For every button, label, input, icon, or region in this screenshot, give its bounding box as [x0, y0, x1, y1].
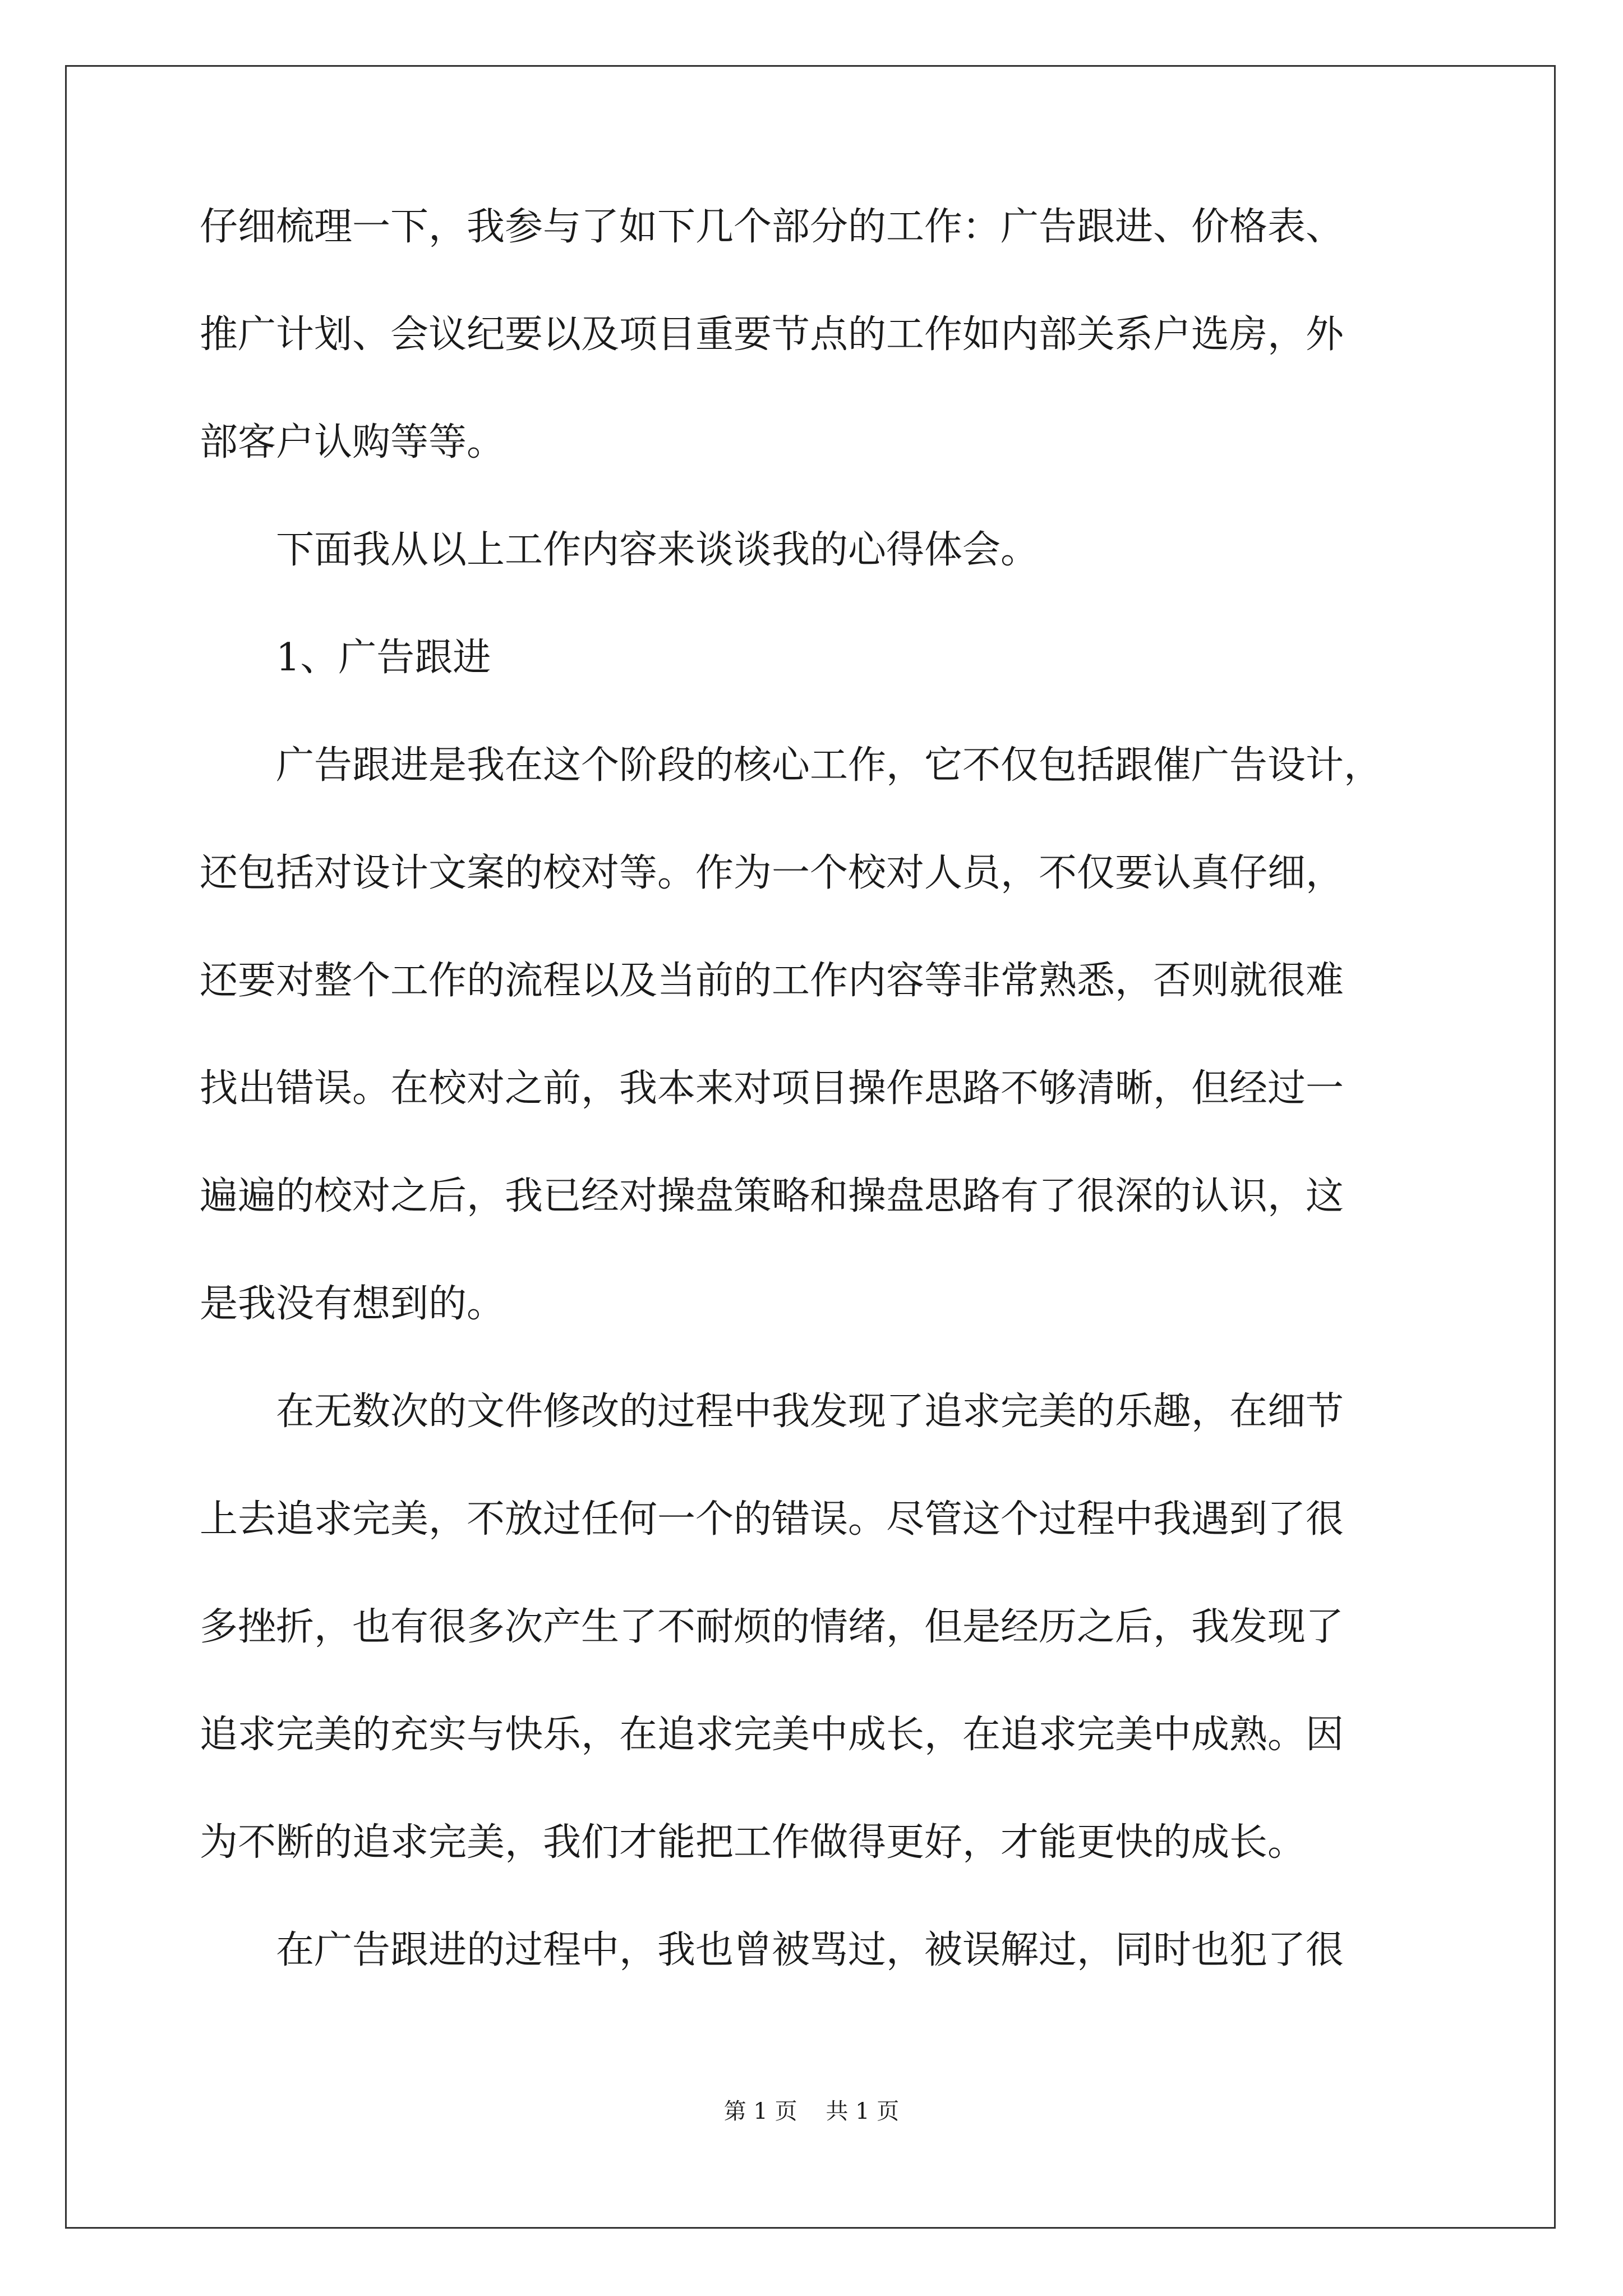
- text-line: 是我没有想到的。: [200, 1282, 505, 1326]
- paragraph-first-line: 在无数次的文件修改的过程中我发现了追求完美的乐趣，在细节: [276, 1389, 1344, 1434]
- text-line: 推广计划、会议纪要以及项目重要节点的工作如内部关系户选房，外: [200, 312, 1344, 357]
- text-line: 为不断的追求完美，我们才能把工作做得更好，才能更快的成长。: [200, 1820, 1306, 1865]
- paragraph-first-line: 在广告跟进的过程中，我也曾被骂过，被误解过，同时也犯了很: [276, 1928, 1344, 1972]
- text-line: 遍遍的校对之后，我已经对操盘策略和操盘思路有了很深的认识，这: [200, 1174, 1344, 1218]
- text-line: 上去追求完美，不放过任何一个的错误。尽管这个过程中我遇到了很: [200, 1497, 1344, 1542]
- page-border: [65, 65, 1556, 2229]
- text-line: 部客户认购等等。: [200, 420, 505, 464]
- text-line: 还包括对设计文案的校对等。作为一个校对人员，不仅要认真仔细，: [200, 851, 1344, 895]
- text-line: 多挫折，也有很多次产生了不耐烦的情绪，但是经历之后，我发现了: [200, 1605, 1344, 1649]
- paragraph-first-line: 下面我从以上工作内容来谈谈我的心得体会。: [276, 528, 1039, 572]
- text-line: 仔细梳理一下，我参与了如下几个部分的工作：广告跟进、价格表、: [200, 205, 1344, 249]
- paragraph-first-line: 广告跟进是我在这个阶段的核心工作，它不仅包括跟催广告设计，: [276, 743, 1382, 788]
- page-footer: 第 1 页 共 1 页: [723, 2099, 900, 2124]
- section-heading: 1、广告跟进: [276, 636, 491, 680]
- text-line: 还要对整个工作的流程以及当前的工作内容等非常熟悉，否则就很难: [200, 959, 1344, 1003]
- text-line: 追求完美的充实与快乐，在追求完美中成长，在追求完美中成熟。因: [200, 1713, 1344, 1757]
- text-line: 找出错误。在校对之前，我本来对项目操作思路不够清晰，但经过一: [200, 1066, 1344, 1111]
